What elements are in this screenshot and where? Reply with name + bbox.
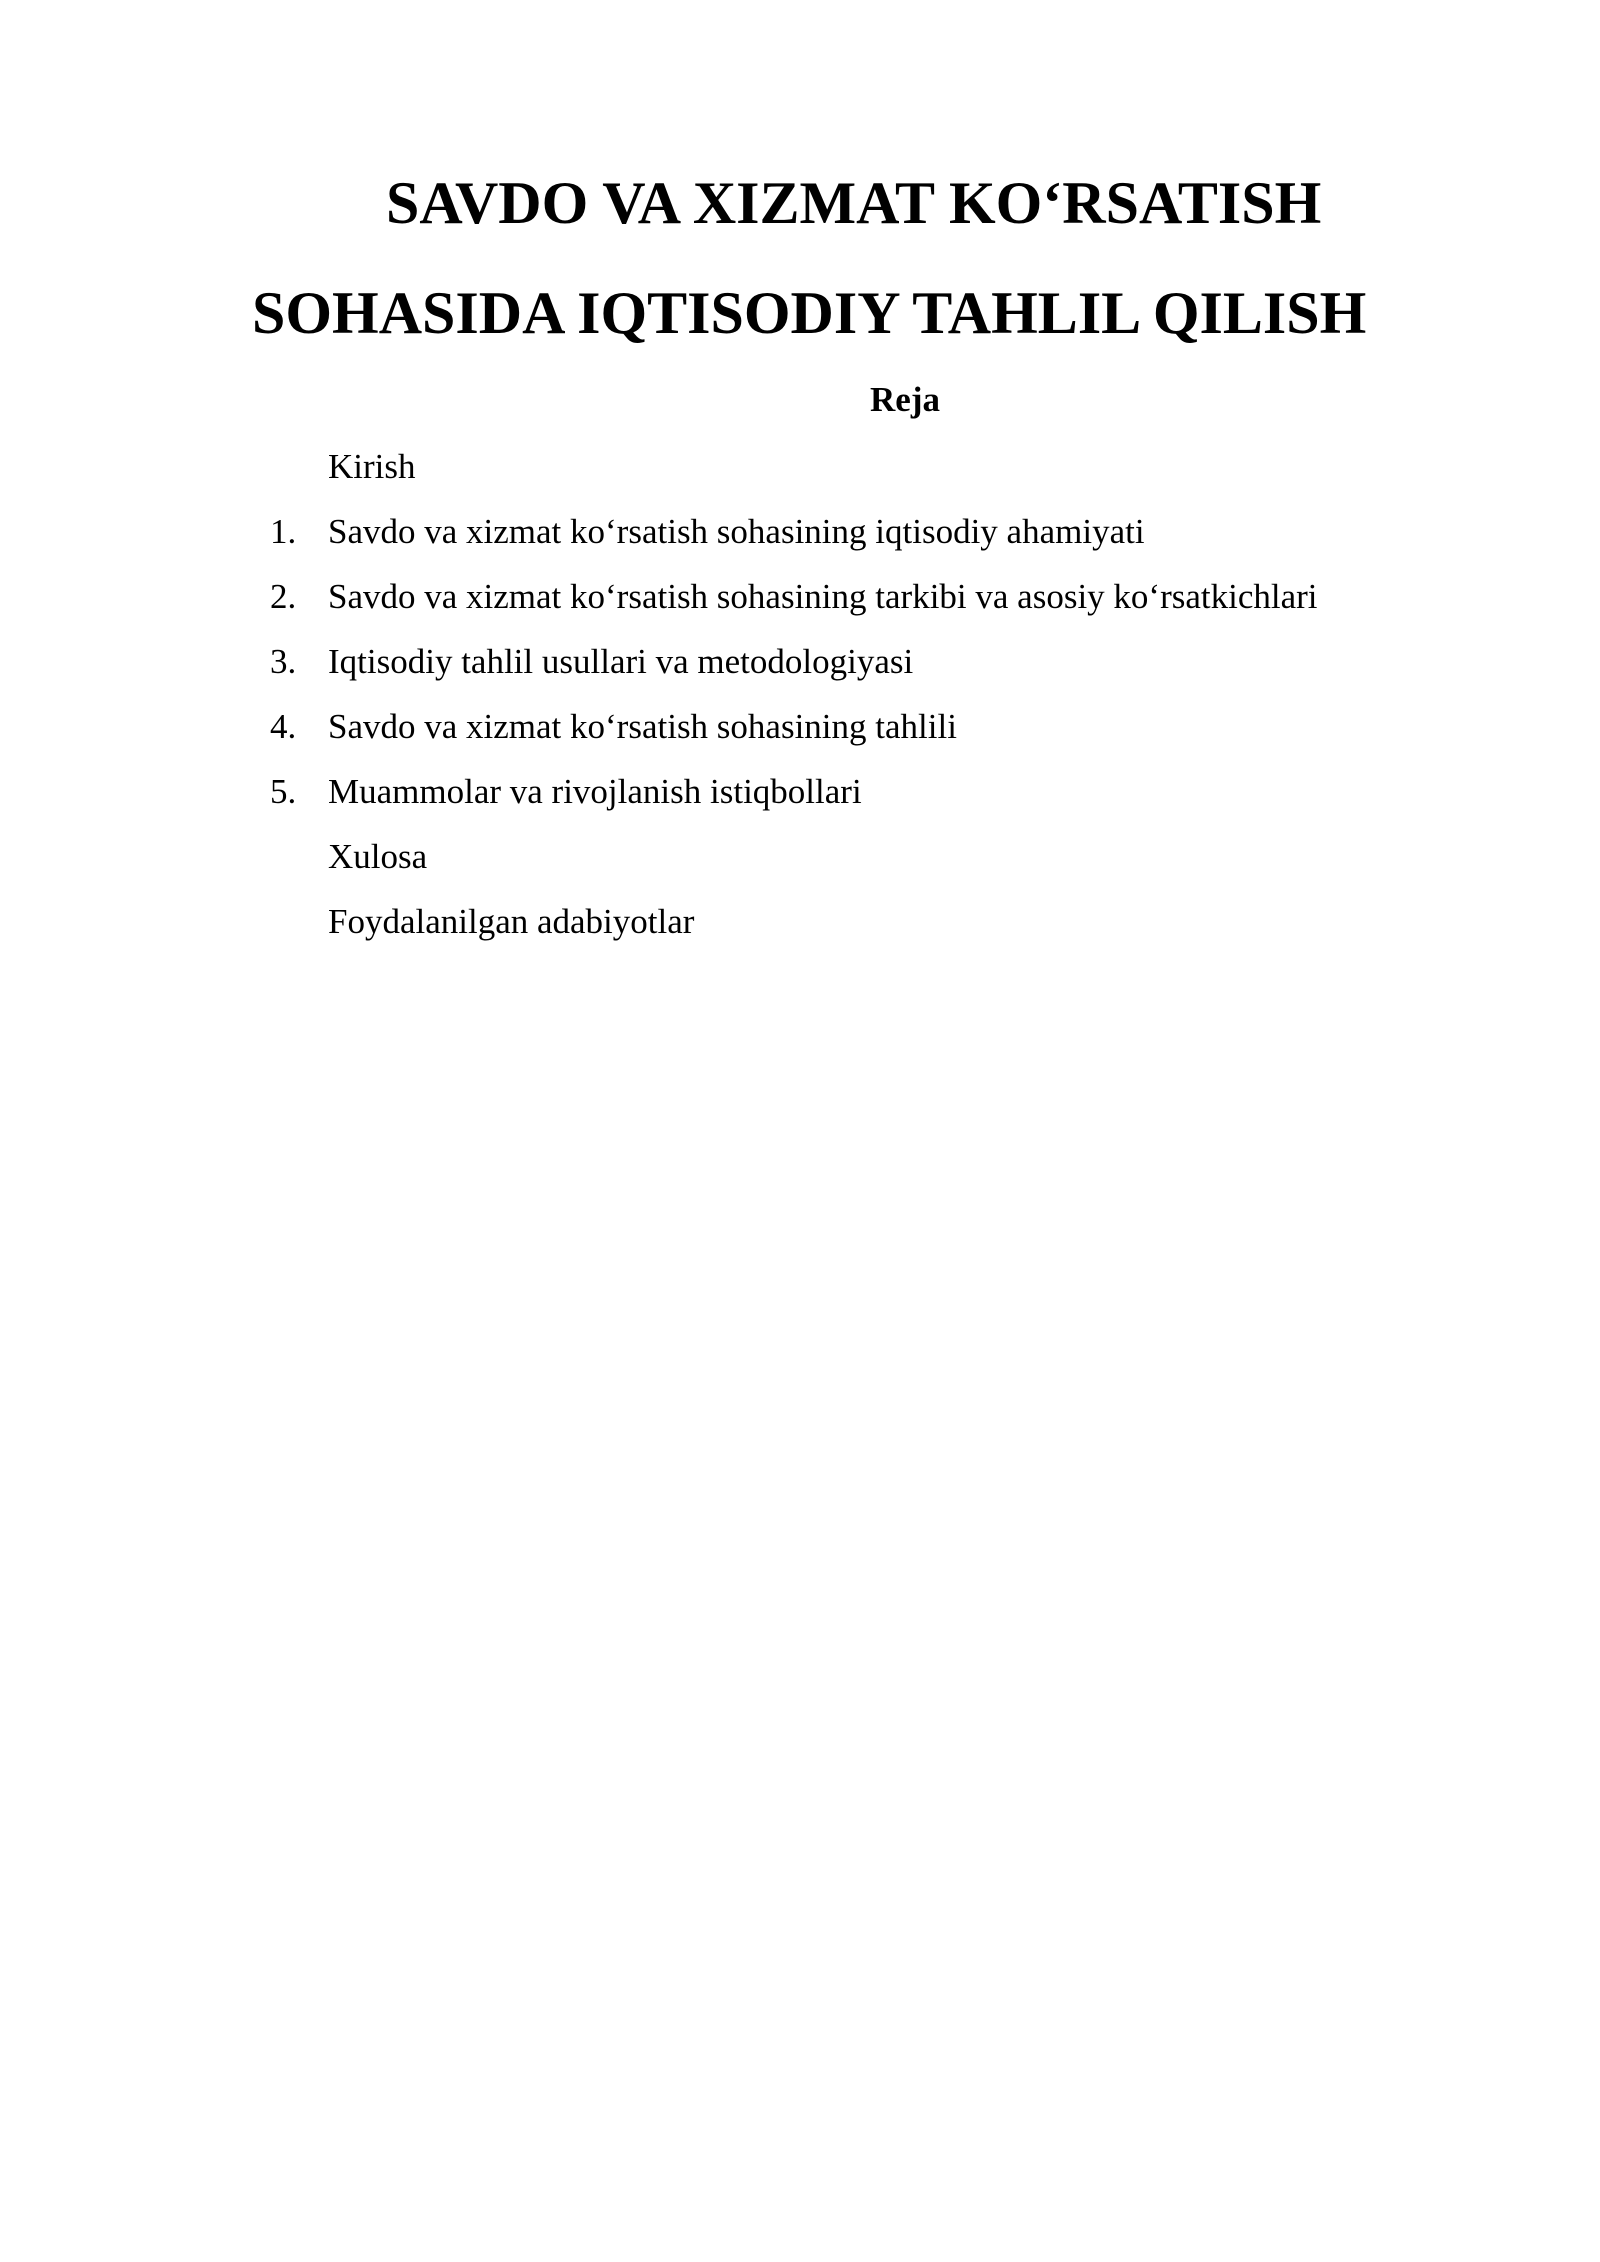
plan-item-text: Savdo va xizmat ko‘rsatish sohasining tarkibi va asosiy ko‘rsatkichlari bbox=[328, 577, 1318, 616]
plan-item-text: Savdo va xizmat ko‘rsatish sohasining iqtisodiy ahamiyati bbox=[328, 512, 1145, 551]
plan-item-text: Foydalanilgan adabiyotlar bbox=[328, 902, 695, 941]
plan-item-2 bbox=[270, 564, 1318, 629]
plan-item-5 bbox=[270, 759, 1318, 824]
plan-item-number: 1. bbox=[270, 512, 297, 551]
plan-item-text: Xulosa bbox=[328, 837, 428, 876]
plan-item-text: Kirish bbox=[328, 447, 416, 486]
plan-list bbox=[270, 434, 1318, 954]
plan-item-references bbox=[270, 889, 1318, 954]
plan-item-text: Savdo va xizmat ko‘rsatish sohasining tahlili bbox=[328, 707, 957, 746]
plan-item-3 bbox=[270, 629, 1318, 694]
plan-item-introduction bbox=[270, 434, 1318, 499]
plan-item-text: Iqtisodiy tahlil usullari va metodologiyasi bbox=[328, 642, 914, 681]
plan-item-text: Muammolar va rivojlanish istiqbollari bbox=[328, 772, 862, 811]
title-line-1: SAVDO VA XIZMAT KO‘RSATISH bbox=[386, 170, 1322, 236]
document-title bbox=[240, 148, 1480, 368]
plan-item-number: 5. bbox=[270, 772, 297, 811]
plan-item-conclusion bbox=[270, 824, 1318, 889]
plan-item-number: 3. bbox=[270, 642, 297, 681]
plan-heading: Reja bbox=[870, 380, 940, 419]
plan-item-4 bbox=[270, 694, 1318, 759]
plan-item-1 bbox=[270, 499, 1318, 564]
plan-item-number: 4. bbox=[270, 707, 297, 746]
plan-item-number: 2. bbox=[270, 577, 297, 616]
title-line-2: SOHASIDA IQTISODIY TAHLIL QILISH bbox=[252, 280, 1367, 346]
